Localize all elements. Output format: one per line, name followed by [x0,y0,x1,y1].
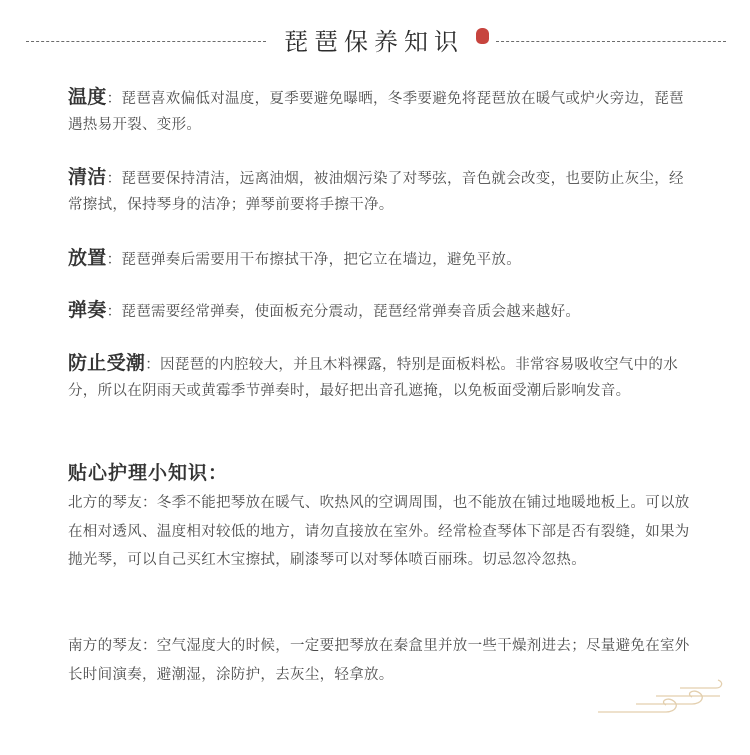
section-moisture [68,350,696,404]
page-title: 琵琶保养知识 [284,28,464,56]
section-text: ：因琵琶的内腔较大，并且木料裸露，特别是面板料松。非常容易吸收空气中的水分，所以在阴雨天或黄霉季节弹奏时，最好把出音孔遮掩，以免板面受潮后影响发音。 [68,357,678,399]
section-temperature [68,84,696,138]
section-heading: 清洁 [68,166,107,188]
section-heading: 温度 [68,86,107,108]
section-text: ：琵琶喜欢偏低对温度，夏季要避免曝晒，冬季要避免将琵琶放在暖气或炉火旁边，琵琶遇热易开裂、变形。 [68,91,684,133]
section-heading: 放置 [68,247,107,269]
section-text: ：琵琶要保持清洁，远离油烟，被油烟污染了对琴弦，音色就会改变，也要防止灰尘，经常擦拭，保持琴身的洁净；弹琴前要将手擦干净。 [68,171,684,213]
tips-south: 南方的琴友：空气湿度大的时候，一定要把琴放在秦盒里并放一些干燥剂进去；尽量避免在室外长时间演奏，避潮湿，涂防护，去灰尘，轻拿放。 [68,638,690,683]
section-heading: 弹奏 [68,299,107,321]
seal-stamp-icon [476,28,489,44]
cloud-decoration-icon [596,676,726,716]
section-text: ：琵琶弹奏后需要用干布擦拭干净，把它立在墙边，避免平放。 [106,252,522,268]
tips-title: 贴心护理小知识： [68,462,229,484]
header-divider-right [496,41,726,42]
section-placement [68,245,696,273]
section-heading: 防止受潮 [68,352,146,374]
section-cleaning [68,164,696,218]
section-playing [68,297,696,325]
section-text: ：琵琶需要经常弹奏，使面板充分震动，琵琶经常弹奏音质会越来越好。 [106,304,581,320]
header-divider-left [26,41,266,42]
tips-north: 北方的琴友：冬季不能把琴放在暖气、吹热风的空调周围，也不能放在铺过地暖地板上。可以放在相对透风、温度相对较低的地方，请勿直接放在室外。经常检查琴体下部是否有裂缝，如果为抛光琴，可以自己买红木宝擦拭，刷漆琴可以对琴体喷百丽珠。切忌忽冷忽热。 [68,495,690,569]
